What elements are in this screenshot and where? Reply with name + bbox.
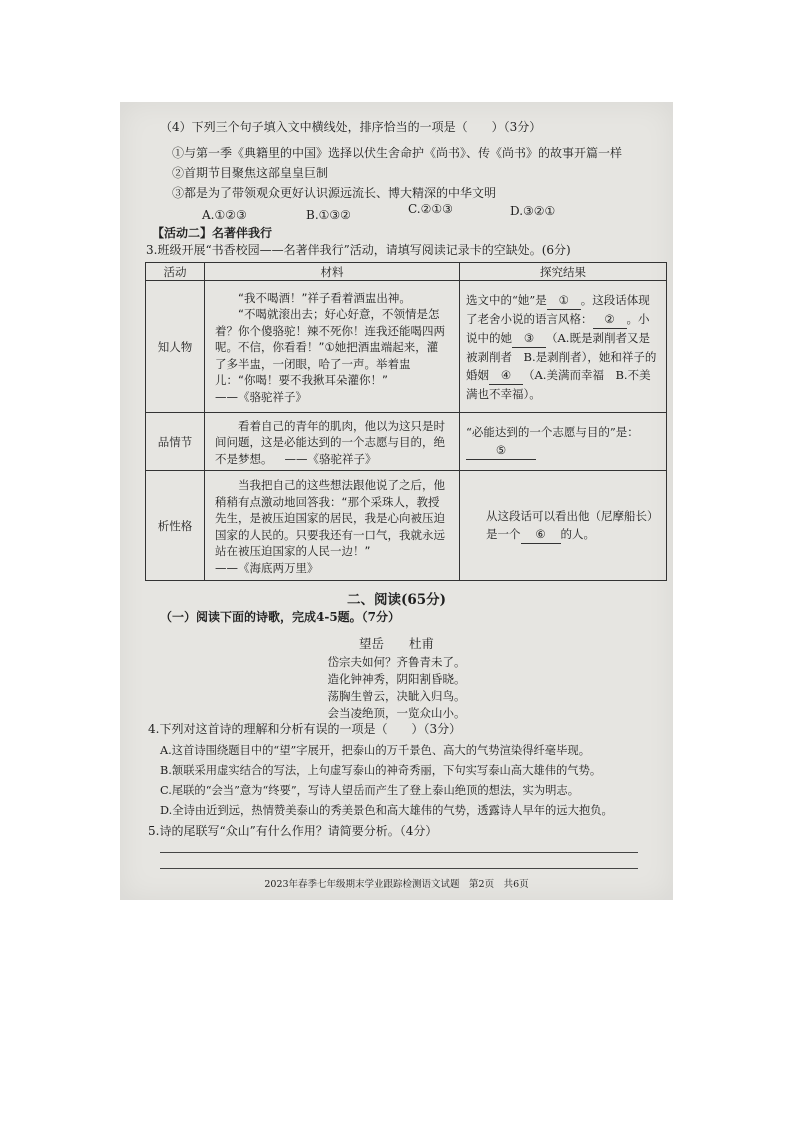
q3-stem: 3.班级开展“书香校园——名著伴我行”活动，请填写阅读记录卡的空缺处。(6分): [146, 243, 571, 257]
blank-5[interactable]: ⑤: [466, 441, 536, 460]
blank-3[interactable]: ③: [512, 329, 546, 348]
q4-sentence-2: ②首期节目聚焦这部皇皇巨制: [172, 166, 329, 180]
blank-4[interactable]: ④: [489, 366, 523, 385]
q4-sentence-1: ①与第一季《典籍里的中国》选择以伏生舍命护《尚书》、传《尚书》的故事开篇一样: [172, 146, 623, 160]
answer-line[interactable]: [160, 868, 638, 869]
row-result: 从这段话可以看出他（尼摩船长）是一个 ⑥ 的人。: [460, 471, 667, 581]
section-2-title: 二、阅读(65分): [346, 592, 447, 608]
poem-line: 造化钟神秀，阴阳割昏晓。: [327, 672, 466, 686]
q4-poem-option-b: B.颔联采用虚实结合的写法，上句虚写泰山的神奇秀丽，下句实写泰山高大雄伟的气势。: [160, 764, 602, 777]
blank-1[interactable]: ①: [547, 291, 581, 310]
header-result: 探究结果: [460, 263, 667, 281]
header-activity: 活动: [146, 263, 205, 281]
row-activity: 知人物: [146, 281, 205, 413]
q4-option-b: B.①③②: [306, 208, 351, 222]
poem-line: 岱宗夫如何？齐鲁青未了。: [327, 655, 466, 669]
blank-2[interactable]: ②: [593, 310, 627, 329]
row-activity: 析性格: [146, 471, 205, 581]
poem: [120, 635, 673, 722]
exam-page: [120, 102, 673, 900]
page-footer: 2023年春季七年级期末学业跟踪检测语文试题 第2页 共6页: [264, 879, 529, 890]
row-material: “我不喝酒！”祥子看着酒盅出神。 “不喝就滚出去；好心好意，不领情是怎着？你个傻骆驼！辣不死你！连我还能喝四两呢。不信，你看看！”①她把酒盅端起来，灌了多半盅，一闭眼，哈了一声。举着盅儿：“你喝！要不我揪耳朵灌你！” ——《骆驼祥子》: [205, 281, 460, 413]
q4-poem-option-d: D.全诗由近到远，热情赞美泰山的秀美景色和高大雄伟的气势，透露诗人早年的远大抱负。: [160, 804, 613, 817]
answer-line[interactable]: [160, 852, 638, 853]
q4-poem-stem: 4.下列对这首诗的理解和分析有误的一项是（ ）（3分）: [148, 722, 462, 736]
q4-sentence-3: ③都是为了带领观众更好认识源远流长、博大精深的中华文明: [172, 186, 497, 200]
header-material: 材料: [205, 263, 460, 281]
activity-2-heading: 【活动二】名著伴我行: [152, 226, 273, 240]
blank-6[interactable]: ⑥: [521, 525, 561, 544]
row-material: 当我把自己的这些想法跟他说了之后，他稍稍有点激动地回答我：“那个采珠人，教授先生，是被压迫国家的居民，我是心向被压迫国家的人民的。只要我还有一口气，我就永远站在被压迫国家的人民一边！” ——《海底两万里》: [205, 471, 460, 581]
q4-poem-option-a: A.这首诗围绕题目中的“望”字展开，把泰山的万千景色、高大的气势渲染得纤毫毕现。: [160, 744, 590, 757]
q4-option-a: A.①②③: [202, 208, 247, 222]
row-activity: 品情节: [146, 413, 205, 471]
part-1-instruction: （一）阅读下面的诗歌，完成4-5题。（7分）: [160, 610, 401, 624]
q4-stem: （4）下列三个句子填入文中横线处，排序恰当的一项是（ ）（3分）: [160, 120, 542, 134]
row-result: 选文中的“她”是 ① 。这段话体现了老舍小说的语言风格： ② 。小说中的她 ③ （A.既是剥削者又是被剥削者 B.是剥削者），她和祥子的婚姻 ④ （A.美满而幸福 B.不美满也不幸福）。: [460, 281, 667, 413]
row-result: “必能达到的一个志愿与目的”是：⑤: [460, 413, 667, 471]
poem-line: 荡胸生曾云，决眦入归鸟。: [327, 689, 466, 703]
q4-poem-option-c: C.尾联的“会当”意为“终要”，写诗人望岳而产生了登上泰山绝顶的想法，实为明志。: [160, 784, 580, 797]
reading-record-card: [145, 262, 667, 581]
poem-title: 望岳 杜甫: [358, 636, 434, 651]
row-material: 看着自己的青年的肌肉，他以为这只是时间问题，这是必能达到的一个志愿与目的，绝不是梦想。 ——《骆驼祥子》: [205, 413, 460, 471]
poem-line: 会当凌绝顶，一览众山小。: [327, 706, 466, 720]
q4-option-d: D.③②①: [510, 204, 556, 218]
q5-stem: 5.诗的尾联写“众山”有什么作用？请简要分析。（4分）: [148, 824, 438, 838]
q4-option-c: C.②①③: [408, 202, 453, 216]
